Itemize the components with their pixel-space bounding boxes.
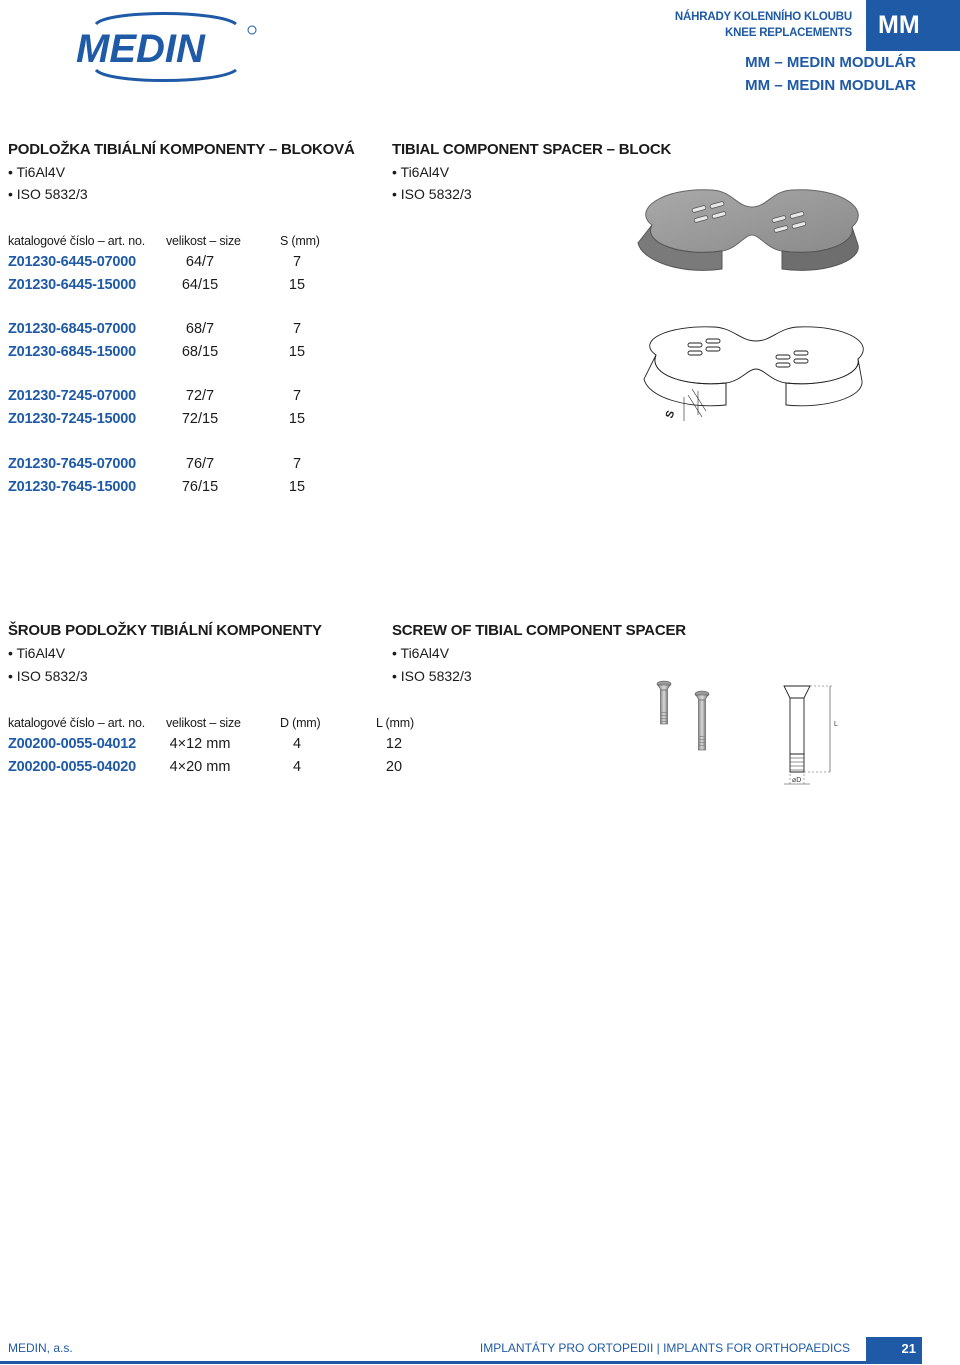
section2-bullet-cz-2: • ISO 5832/3 <box>8 668 88 684</box>
row-size: 68/15 <box>181 344 219 360</box>
footer-tagline: IMPLANTÁTY PRO ORTOPEDII | IMPLANTS FOR ORTHOPAEDICS <box>479 1341 850 1355</box>
row-s: 7 <box>292 254 302 270</box>
table-header-s: S (mm) <box>280 234 320 248</box>
row-code: Z01230-6845-07000 <box>8 321 137 337</box>
row-code: Z01230-6445-15000 <box>8 277 137 293</box>
section1-bullet-cz-2: • ISO 5832/3 <box>8 186 88 202</box>
row-s: 15 <box>288 411 306 427</box>
row-s: 15 <box>288 344 306 360</box>
row-s: 15 <box>288 479 306 495</box>
section2-bullet-en-1: • Ti6Al4V <box>392 645 450 661</box>
screws-render-image <box>648 676 728 756</box>
row-l: 20 <box>385 759 403 775</box>
category-badge: MM <box>866 0 960 48</box>
screw-dimension-drawing <box>770 676 840 792</box>
section1-bullet-cz-1: • Ti6Al4V <box>8 164 66 180</box>
table-header-d: D (mm) <box>280 716 321 730</box>
row-size: 4×20 mm <box>169 759 231 775</box>
row-s: 7 <box>292 321 302 337</box>
subtitle-cz: MM – MEDIN MODULÁR <box>745 54 916 71</box>
row-code: Z00200-0055-04020 <box>8 759 137 775</box>
row-size: 4×12 mm <box>169 736 231 752</box>
row-code: Z01230-6445-07000 <box>8 254 137 270</box>
table-header-artno: katalogové číslo – art. no. <box>8 234 146 248</box>
subtitle-en: MM – MEDIN MODULAR <box>745 77 916 94</box>
header-rule <box>866 48 960 51</box>
dimension-label-d: ⌀D <box>792 777 802 784</box>
logo-graphic <box>68 6 260 86</box>
section1-title-en: TIBIAL COMPONENT SPACER – BLOCK <box>392 141 672 158</box>
row-size: 64/15 <box>181 277 219 293</box>
row-s: 7 <box>292 456 302 472</box>
dimension-label-l: L <box>834 721 838 728</box>
section1-title-cz: PODLOŽKA TIBIÁLNÍ KOMPONENTY – BLOKOVÁ <box>8 141 355 158</box>
row-d: 4 <box>292 759 302 775</box>
section1-bullet-en-2: • ISO 5832/3 <box>392 186 472 202</box>
page-number: 21 <box>866 1337 922 1361</box>
row-code: Z01230-6845-15000 <box>8 344 137 360</box>
section2-bullet-en-2: • ISO 5832/3 <box>392 668 472 684</box>
header-line-2: KNEE REPLACEMENTS <box>725 27 852 39</box>
footer-rule <box>0 1361 922 1364</box>
row-s: 15 <box>288 277 306 293</box>
row-s: 7 <box>292 388 302 404</box>
row-d: 4 <box>292 736 302 752</box>
logo-text: MEDIN <box>76 27 205 71</box>
table-header-artno: katalogové číslo – art. no. <box>8 716 146 730</box>
row-code: Z01230-7645-15000 <box>8 479 137 495</box>
spacer-render-image <box>632 185 872 285</box>
section1-bullet-en-1: • Ti6Al4V <box>392 164 450 180</box>
table-header-l: L (mm) <box>376 716 414 730</box>
medin-logo <box>68 6 260 86</box>
row-size: 76/15 <box>181 479 219 495</box>
row-l: 12 <box>385 736 403 752</box>
row-size: 72/7 <box>185 388 215 404</box>
table-header-size: velikost – size <box>166 234 241 248</box>
row-size: 68/7 <box>185 321 215 337</box>
row-size: 76/7 <box>185 456 215 472</box>
section2-title-en: SCREW OF TIBIAL COMPONENT SPACER <box>392 622 686 639</box>
header-line-1: NÁHRADY KOLENNÍHO KLOUBU <box>674 11 852 23</box>
row-code: Z01230-7245-15000 <box>8 411 137 427</box>
dimension-label-s: S <box>663 409 678 421</box>
row-size: 72/15 <box>181 411 219 427</box>
row-code: Z01230-7245-07000 <box>8 388 137 404</box>
row-code: Z00200-0055-04012 <box>8 736 137 752</box>
table-header-size: velikost – size <box>166 716 241 730</box>
section2-title-cz: ŠROUB PODLOŽKY TIBIÁLNÍ KOMPONENTY <box>8 622 322 639</box>
section2-bullet-cz-1: • Ti6Al4V <box>8 645 66 661</box>
row-code: Z01230-7645-07000 <box>8 456 137 472</box>
row-size: 64/7 <box>185 254 215 270</box>
footer-company: MEDIN, a.s. <box>8 1341 73 1355</box>
spacer-dimension-drawing <box>636 325 876 435</box>
